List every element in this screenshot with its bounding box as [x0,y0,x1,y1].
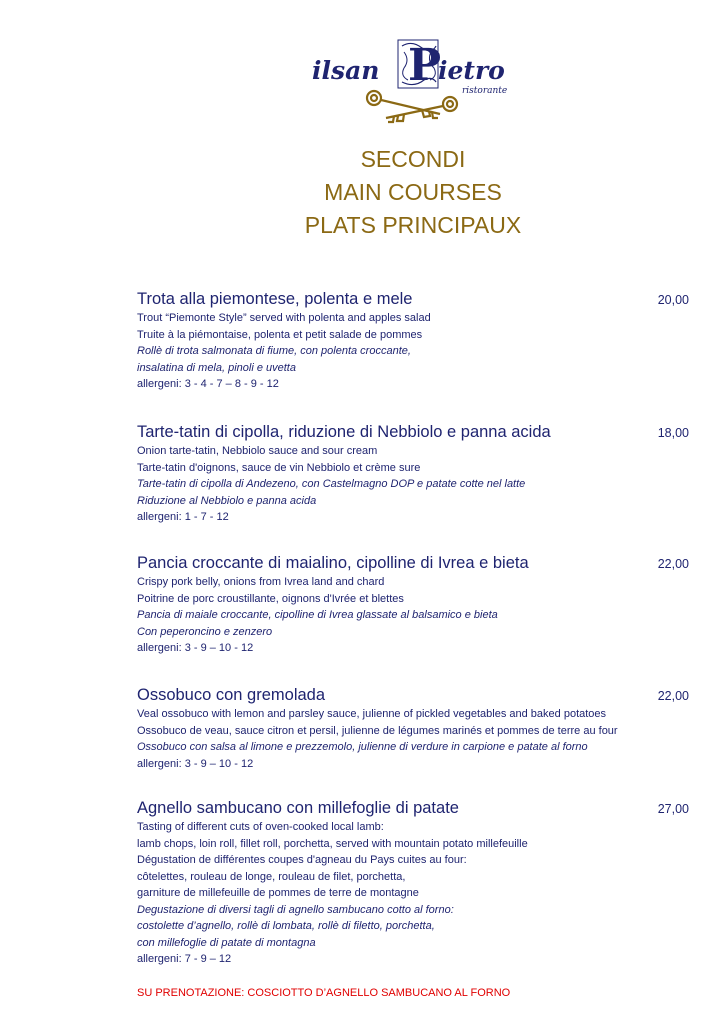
dish-english: Tasting of different cuts of oven-cooked local lamb: [137,821,384,833]
logo-subtitle: ristorante [462,86,508,96]
dish-pancia [137,552,692,657]
dish-agnello [137,797,692,968]
dish-price: 18,00 [657,426,689,440]
dish-french: côtelettes, rouleau de longe, rouleau de filet, porchetta, [137,870,406,883]
heading-italian: SECONDI [360,146,466,172]
dish-english: Crispy pork belly, onions from Ivrea land and chard [137,576,385,588]
dish-allergens: allergeni: 3 - 4 - 7 – 8 - 9 - 12 [137,378,279,390]
dish-italian: Tarte-tatin di cipolla di Andezeno, con Castelmagno DOP e patate cotte nel latte [137,478,526,490]
dish-title: Agnello sambucano con millefoglie di patate [137,799,459,817]
section-headings [0,143,716,242]
dish-italian: Con peperoncino e zenzero [137,625,273,638]
dish-price: 22,00 [657,689,689,703]
dish-italian: con millefoglie di patate di montagna [137,936,316,949]
restaurant-logo [312,38,522,128]
dish-allergens: allergeni: 1 - 7 - 12 [137,511,229,523]
dish-allergens: allergeni: 3 - 9 – 10 - 12 [137,757,254,770]
dish-italian: Degustazione di diversi tagli di agnello sambucano cotto al forno: [137,903,454,916]
dish-english: Onion tarte-tatin, Nebbiolo sauce and sour cream [137,445,378,457]
dish-italian: Riduzione al Nebbiolo e panna acida [137,494,317,507]
dish-allergens: allergeni: 3 - 9 – 10 - 12 [137,642,254,654]
dish-italian: Rollè di trota salmonata di fiume, con polenta croccante, [137,345,411,357]
dish-price: 22,00 [657,557,689,571]
dish-french: Dégustation de différentes coupes d'agneau du Pays cuites au four: [137,854,467,866]
dish-allergens: allergeni: 7 - 9 – 12 [137,953,232,965]
dish-title: Trota alla piemontese, polenta e mele [137,290,413,308]
dish-italian: Ossobuco con salsa al limone e prezzemolo, julienne di verdure in carpione e patate al forno [137,741,588,753]
dish-title: Tarte-tatin di cipolla, riduzione di Nebbiolo e panna acida [137,423,551,441]
dish-french: Ossobuco de veau, sauce citron et persil, julienne de légumes marinés et pommes de terre au four [137,724,618,737]
dish-title: Ossobuco con gremolada [137,686,326,704]
dish-french: Poitrine de porc croustillante, oignons d'Ivrée et blettes [137,592,404,605]
logo-initial-letter: P [408,40,442,91]
dish-french: garniture de millefeuille de pommes de terre de montagne [137,887,419,899]
heading-english: MAIN COURSES [324,179,502,205]
logo-left-text: ilsan [312,56,380,85]
logo-right-text: ietro [438,56,505,85]
dish-title: Pancia croccante di maialino, cipolline di Ivrea e bieta [137,554,529,572]
dish-english: lamb chops, loin roll, fillet roll, porchetta, served with mountain potato millefeuille [137,837,528,850]
dish-tarte-tatin [137,421,692,526]
dish-ossobuco [137,684,692,772]
dish-french: Tarte-tatin d'oignons, sauce de vin Nebbiolo et crème sure [137,461,421,474]
dish-trota [137,288,692,393]
reservation-note: SU PRENOTAZIONE: COSCIOTTO D’AGNELLO SAMBUCANO AL FORNO [137,987,511,999]
dish-italian: costolette d’agnello, rollè di lombata, rollè di filetto, porchetta, [137,920,435,932]
dish-english: Veal ossobuco with lemon and parsley sauce, julienne of pickled vegetables and baked potatoes [137,708,607,720]
dish-french: Truite à la piémontaise, polenta et petit salade de pommes [137,328,423,341]
dish-english: Trout “Piemonte Style” served with polenta and apples salad [137,312,431,324]
dish-price: 20,00 [657,293,689,307]
dish-price: 27,00 [657,802,689,816]
dish-italian: insalatina di mela, pinoli e uvetta [137,361,296,374]
heading-french: PLATS PRINCIPAUX [304,212,522,238]
dish-italian: Pancia di maiale croccante, cipolline di Ivrea glassate al balsamico e bieta [137,609,498,621]
